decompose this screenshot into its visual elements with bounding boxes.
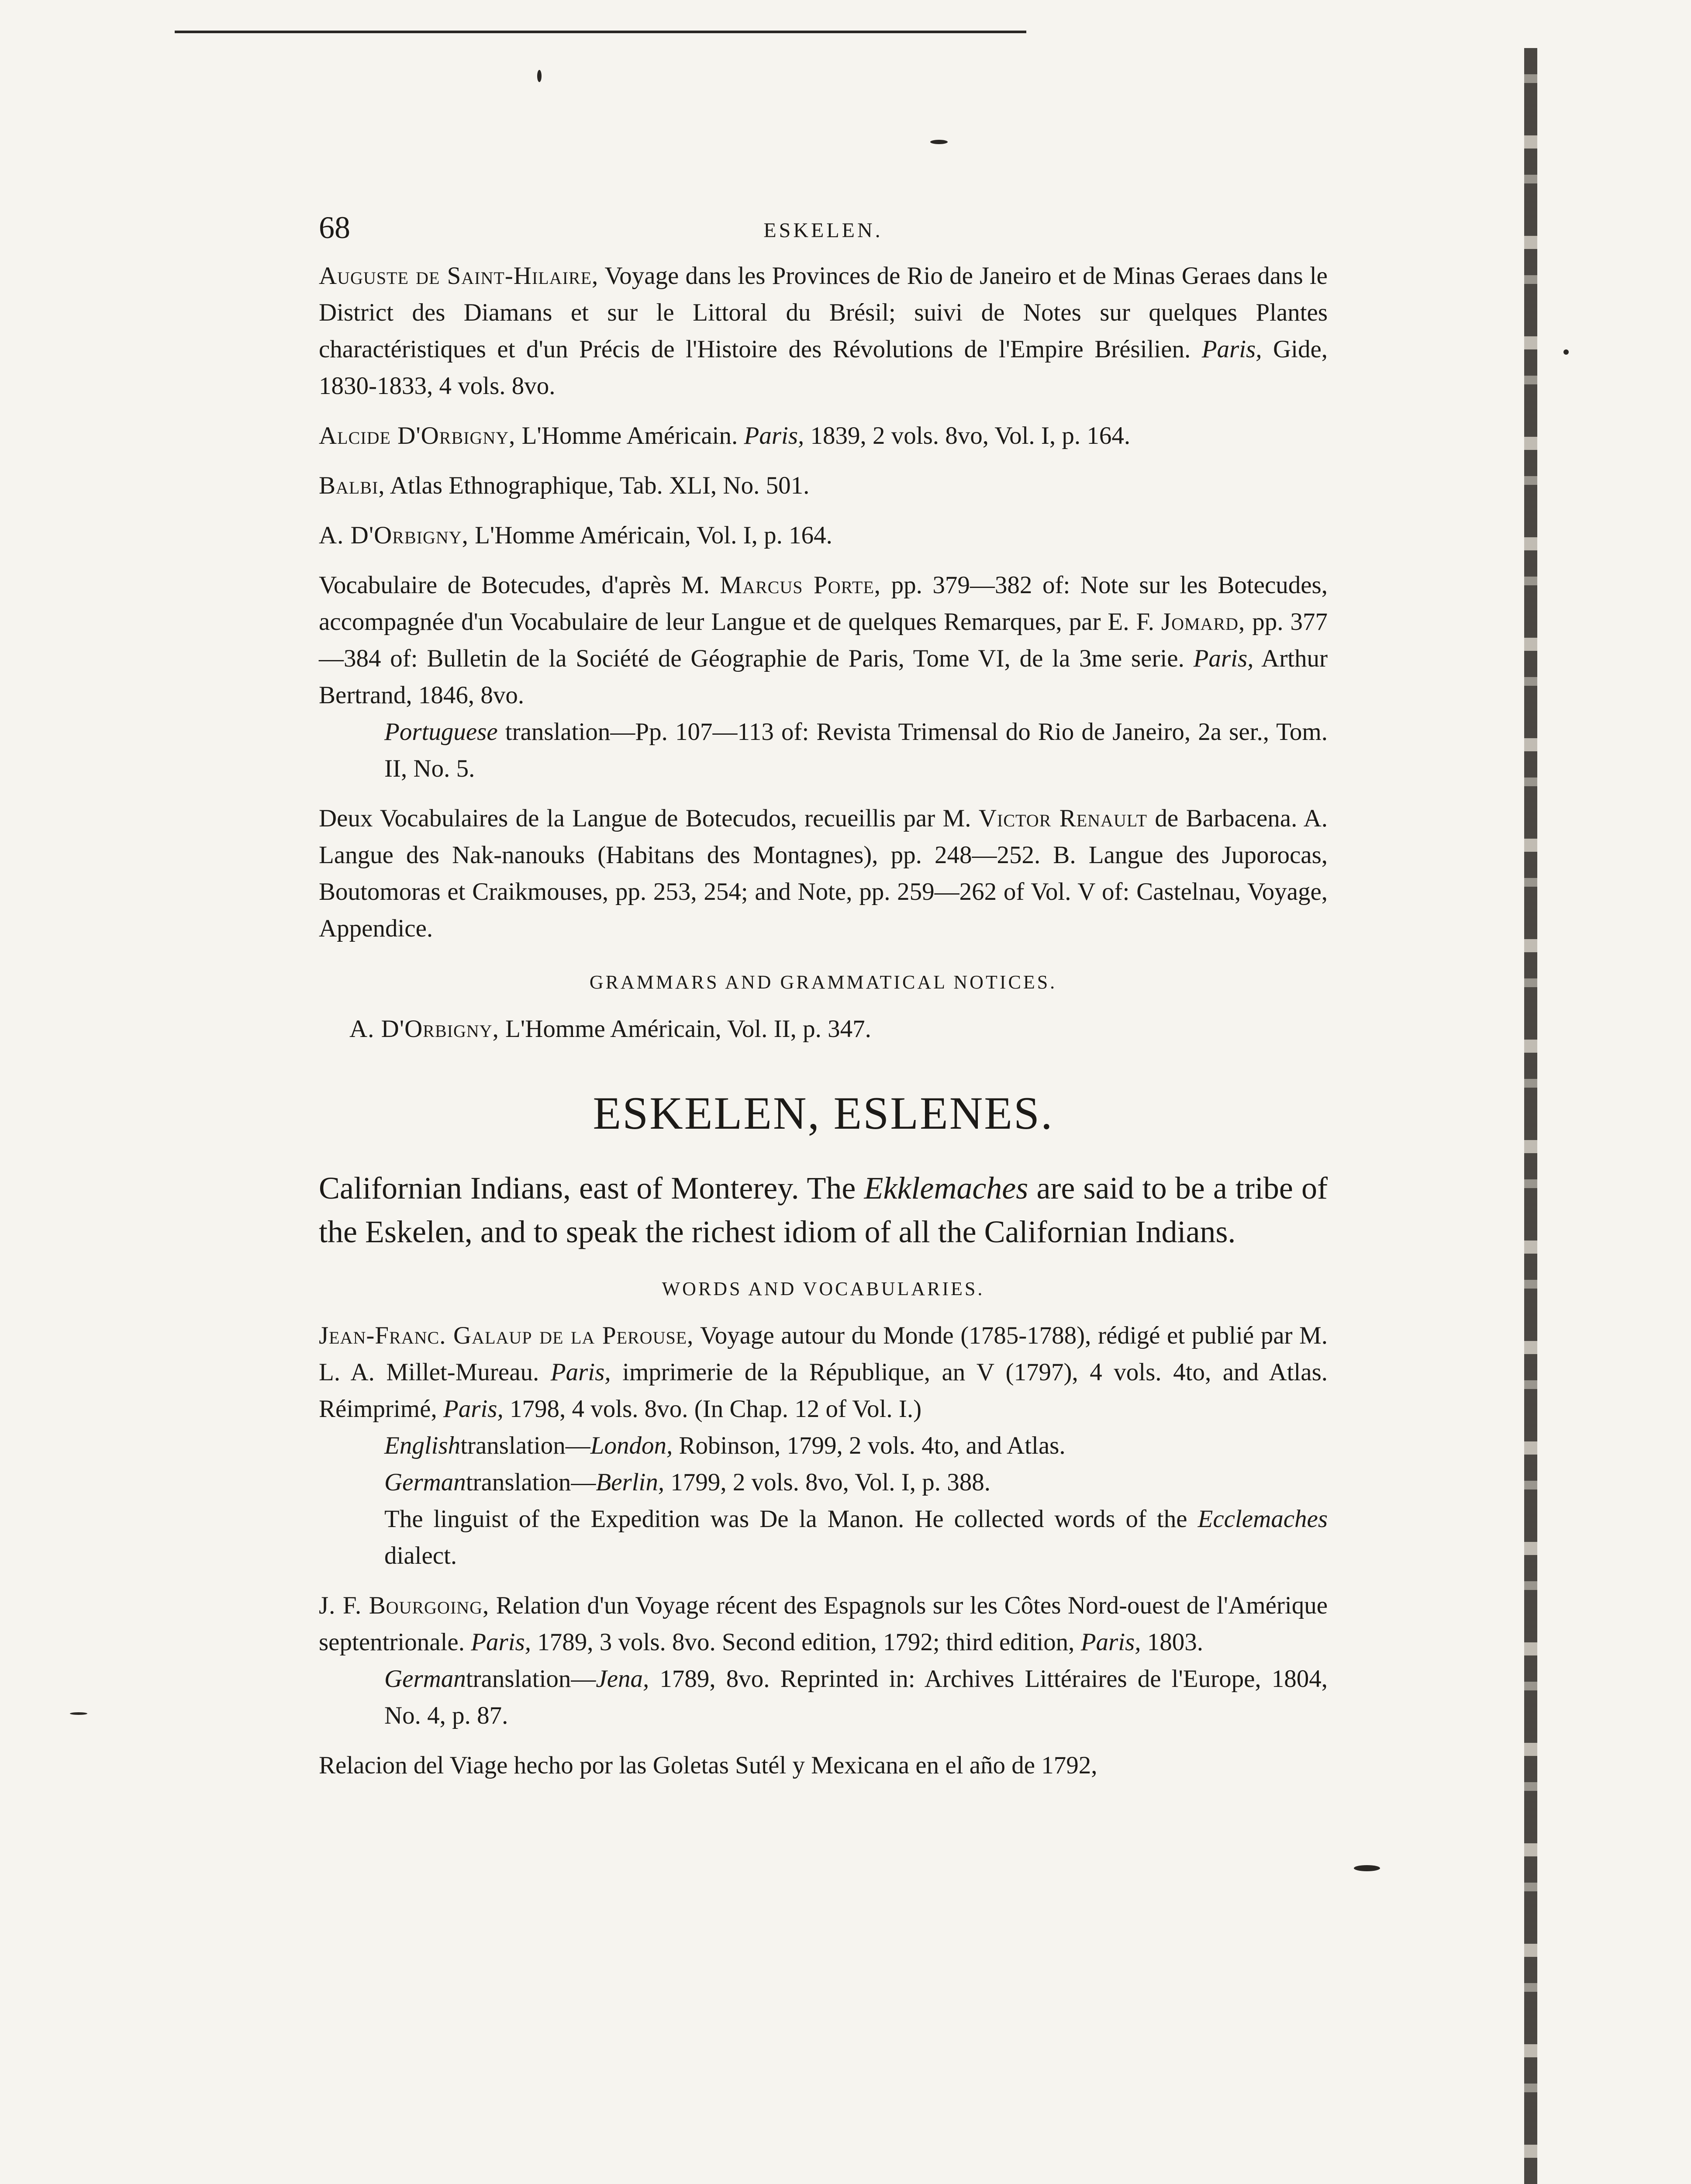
note-text: dialect. (384, 1542, 457, 1569)
entry-text: Relation d'un Voyage récent des Espagnols sur les Côtes Nord-ouest de l'Amérique septentrionale. (319, 1592, 1328, 1656)
entry-text: Voyage dans les Provinces de Rio de Janeiro et de Minas Geraes dans le District des Diamans et sur le Littoral du Brésil; suivi de Notes sur quelques Plantes charactéristiques et d'un Précis de l'Histoire des Révolutions de l'Empire Brésilien. (319, 262, 1328, 363)
entry-text: imprimerie de la République, an V (1797), 4 vols. 4to, and Atlas. Réimprimé, (319, 1358, 1328, 1423)
translation-line (319, 1427, 1328, 1464)
note-term: Ecclemaches (1198, 1505, 1328, 1533)
entry-author: Marcus Porte, (720, 571, 881, 599)
bibliography-entry (319, 467, 1328, 504)
translation-text: translation— (460, 1432, 590, 1459)
entry-text: Voyage autour du Monde (1785-1788), rédigé et publié par M. L. A. Millet-Mureau. (319, 1322, 1328, 1386)
entry-author: Jomard, (1161, 608, 1246, 636)
entry-text: L'Homme Américain. (521, 422, 738, 449)
translation-language: Portuguese (384, 718, 498, 746)
entry-place: Paris, (471, 1628, 531, 1656)
bibliography-entry (319, 800, 1328, 947)
section-heading: WORDS AND VOCABULARIES. (662, 1278, 985, 1299)
entry-text: pp. 379—382 of: Note sur les Botecudes, accompagnée d'un Vocabulaire de leur Langue et de quelques Remarques, par E. F. (319, 571, 1328, 636)
running-header (319, 210, 1328, 258)
bibliography-entry (319, 1317, 1328, 1574)
translation-text: translation—Pp. 107—113 of: Revista Trimensal do Rio de Janeiro, 2a ser., Tom. II, No. 5. (384, 718, 1328, 782)
intro-text: are said to be a tribe of the Eskelen, and to speak the richest idiom of all the Californian Indians. (319, 1171, 1328, 1249)
page-number: 68 (319, 210, 350, 245)
entry-text: de Barbacena. A. Langue des Nak-nanouks (Habitans des Montagnes), pp. 248—252. B. Langue des Juporocas, Boutomoras et Craikmouses, pp. 253, 254; and Note, pp. 259—262 of Vol. V of: Castelnau, Voyage, Appendice. (319, 805, 1328, 942)
bibliography-entry (319, 517, 1328, 554)
note-text: The linguist of the Expedition was De la Manon. He collected words of the (384, 1505, 1187, 1533)
entry-tail: 1839, 2 vols. 8vo, Vol. I, p. 164. (810, 422, 1131, 449)
entry-author: A. D'Orbigny, (349, 1015, 499, 1043)
entry-author: A. D'Orbigny, (319, 522, 469, 549)
entry-author: Alcide D'Orbigny, (319, 422, 516, 449)
translation-line (319, 1464, 1328, 1501)
entry-author: J. F. Bourgoing, (319, 1592, 490, 1619)
section-title: ESKELEN, ESLENES. (593, 1088, 1054, 1139)
running-title: ESKELEN. (763, 219, 883, 242)
entry-place: Paris, (744, 422, 804, 449)
translation-language: German (384, 1665, 466, 1693)
entry-text: 1789, 3 vols. 8vo. Second edition, 1792; third edition, (537, 1628, 1075, 1656)
entry-text: Vocabulaire de Botecudes, d'après M. (319, 571, 710, 599)
scan-speck (1354, 1865, 1380, 1871)
entry-place: Paris, (1193, 645, 1254, 672)
translation-language: English (384, 1432, 461, 1459)
scan-speck (537, 70, 542, 82)
bibliography-entry (319, 1747, 1328, 1784)
bibliography-entry (319, 258, 1328, 404)
entry-place: Paris, (550, 1358, 611, 1386)
translation-line (319, 714, 1328, 787)
entry-tail: Gide, 1830-1833, 4 vols. 8vo. (319, 335, 1328, 400)
scan-speck (70, 1712, 87, 1715)
entry-text: Relacion del Viage hecho por las Goletas Sutél y Mexicana en el año de 1792, (319, 1752, 1097, 1779)
bibliography-entry (319, 1011, 1328, 1047)
entry-text: 1798, 4 vols. 8vo. (In Chap. 12 of Vol. I.) (509, 1395, 922, 1423)
entry-text: L'Homme Américain, Vol. II, p. 347. (505, 1015, 871, 1043)
section-heading: GRAMMARS AND GRAMMATICAL NOTICES. (589, 971, 1057, 993)
translation-text: 1789, 8vo. Reprinted in: Archives Littéraires de l'Europe, 1804, No. 4, p. 87. (384, 1665, 1328, 1729)
scan-speck (1563, 349, 1569, 355)
entry-text: Atlas Ethnographique, Tab. XLI, No. 501. (390, 472, 810, 499)
translation-language: German (384, 1469, 466, 1496)
translation-text: 1799, 2 vols. 8vo, Vol. I, p. 388. (670, 1469, 991, 1496)
entry-text: pp. 377—384 of: Bulletin de la Société de Géographie de Paris, Tome VI, de la 3me serie. (319, 608, 1328, 672)
translation-text: translation— (466, 1469, 596, 1496)
entry-place: Paris, (1080, 1628, 1141, 1656)
entry-place: Paris, (1201, 335, 1262, 363)
translation-text: translation— (466, 1665, 596, 1693)
translation-place: Berlin, (596, 1469, 665, 1496)
entry-author: Auguste de Saint-Hilaire, (319, 262, 599, 290)
entry-author: Jean-Franc. Galaup de la Perouse, (319, 1322, 694, 1349)
translation-place: Jena, (596, 1665, 649, 1693)
entry-tail: Arthur Bertrand, 1846, 8vo. (319, 645, 1328, 709)
bibliography-entry (319, 1587, 1328, 1734)
entry-text: L'Homme Américain, Vol. I, p. 164. (475, 522, 832, 549)
entry-text: 1803. (1147, 1628, 1203, 1656)
translation-place: London, (590, 1432, 673, 1459)
page-binding-edge (1524, 48, 1537, 2184)
entry-text: Deux Vocabulaires de la Langue de Botecudos, recueillis par M. (319, 805, 971, 832)
entry-author: Victor Renault (978, 805, 1147, 832)
entry-place: Paris, (443, 1395, 504, 1423)
bibliography-entry (319, 418, 1328, 454)
document-page (319, 210, 1328, 1797)
translation-text: Robinson, 1799, 2 vols. 4to, and Atlas. (679, 1432, 1066, 1459)
intro-term: Ekklemaches (864, 1171, 1028, 1206)
section-intro (319, 1166, 1328, 1254)
scan-speck (930, 140, 948, 144)
bibliography-entry (319, 567, 1328, 787)
note-line (319, 1501, 1328, 1574)
translation-line (319, 1661, 1328, 1734)
intro-text: Californian Indians, east of Monterey. The (319, 1171, 856, 1206)
scan-edge-line (175, 31, 1026, 33)
entry-author: Balbi, (319, 472, 385, 499)
